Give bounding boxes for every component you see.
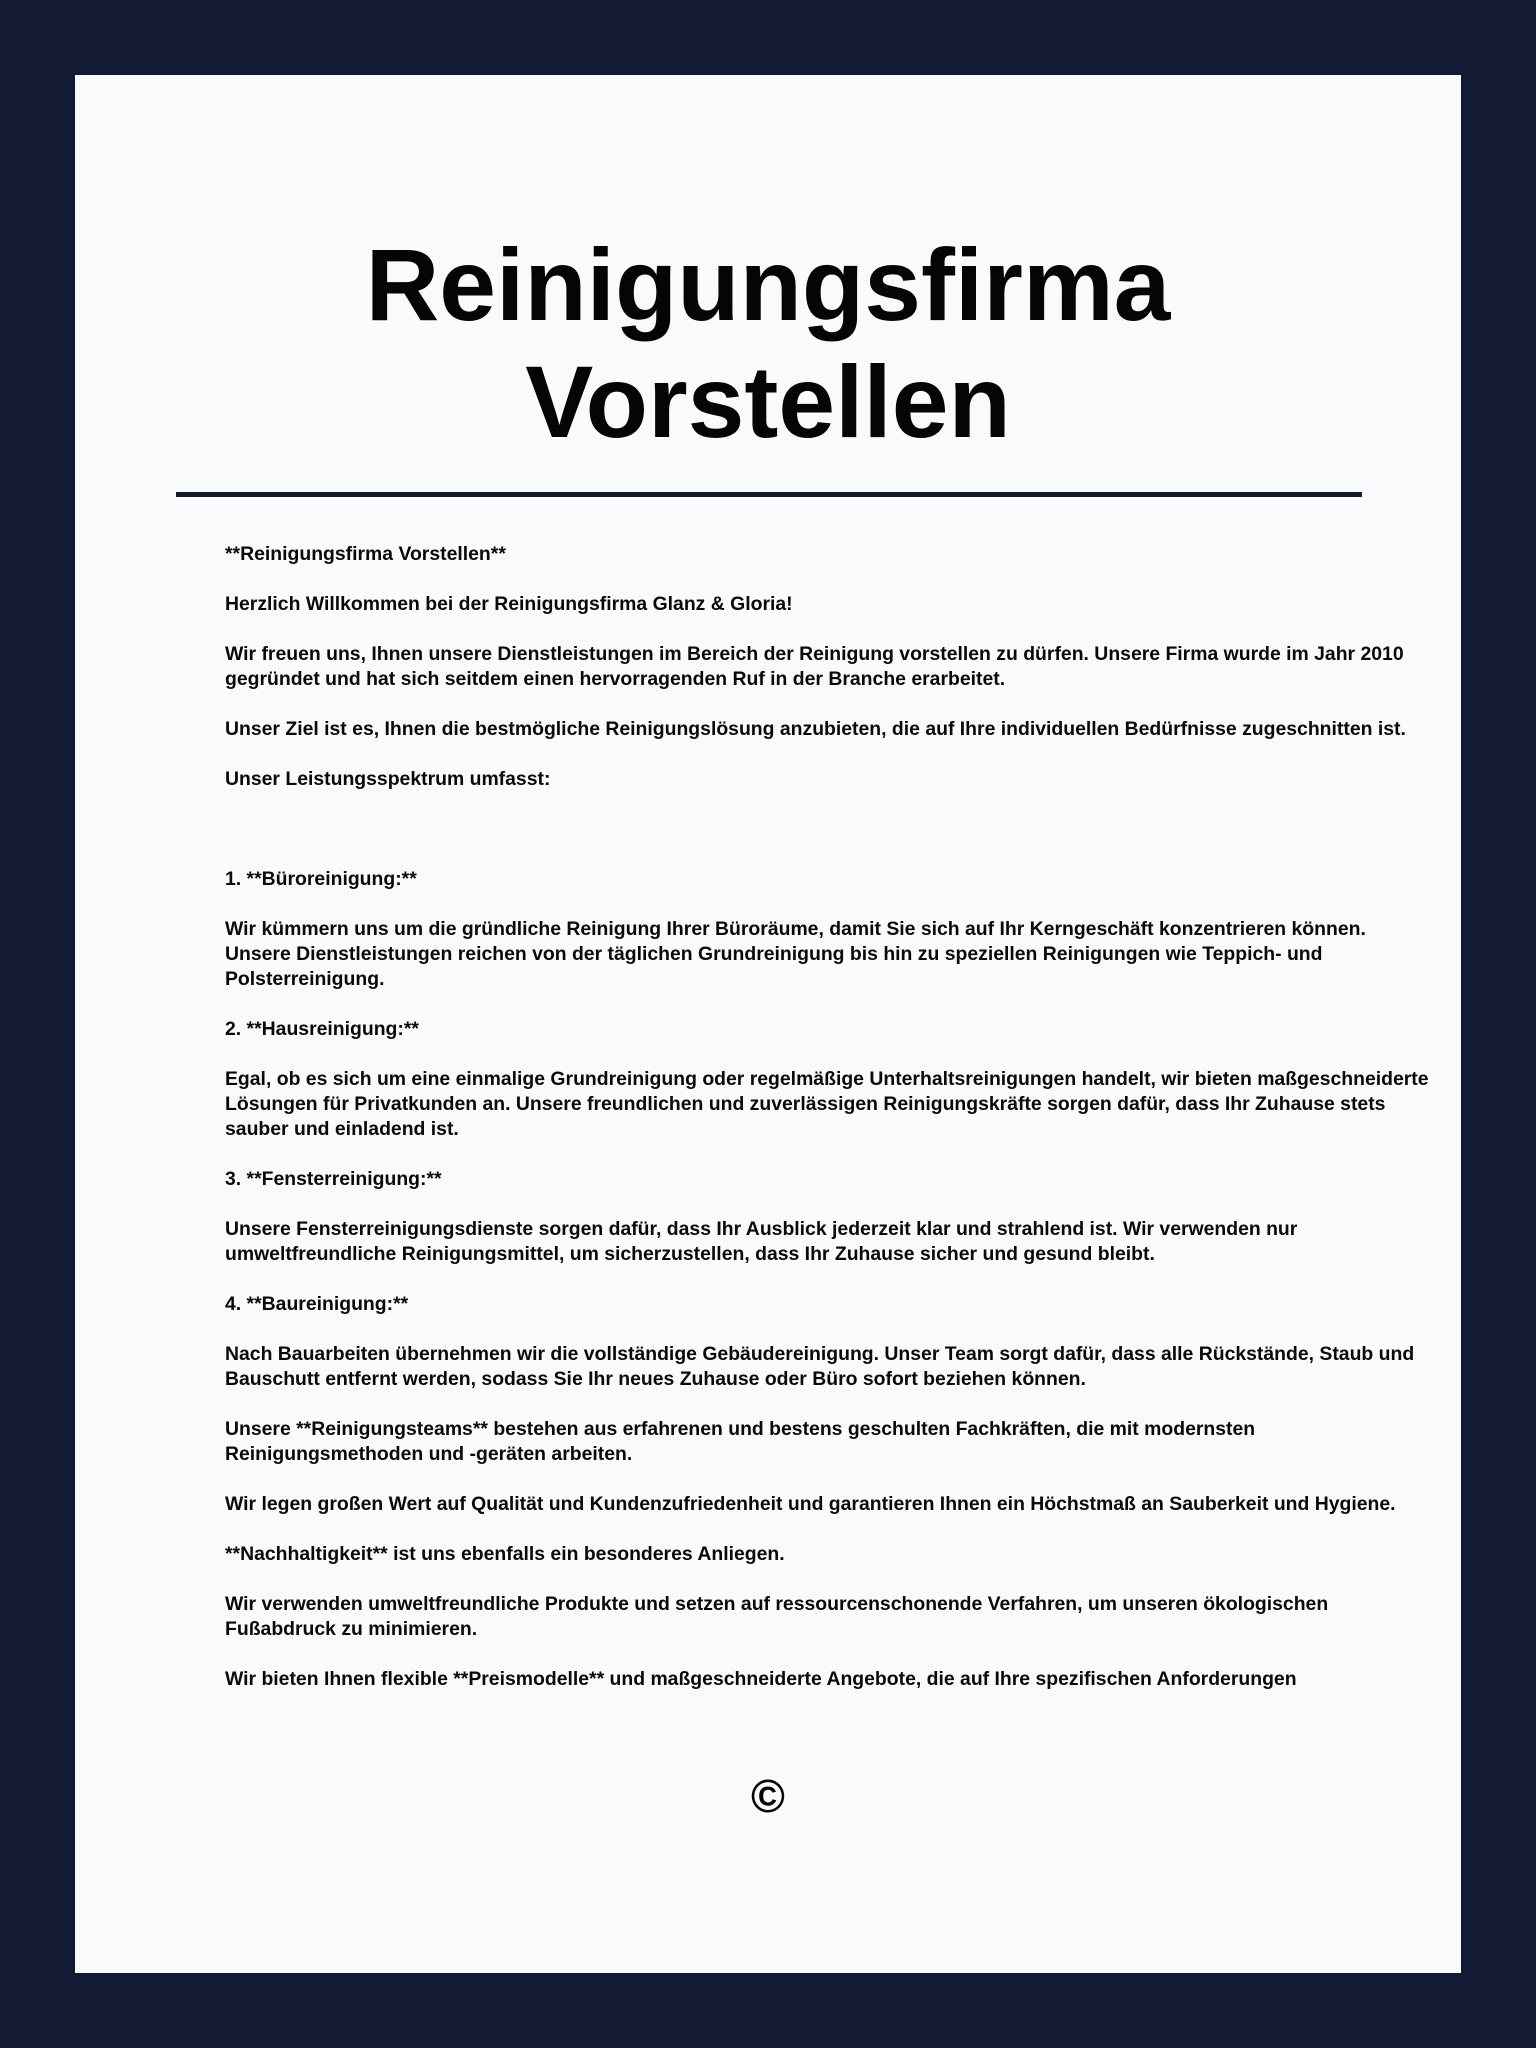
title-line-1: Reinigungsfirma	[365, 228, 1171, 342]
document-body: **Reinigungsfirma Vorstellen** Herzlich Willkommen bei der Reinigungsfirma Glanz & Gloria! Wir freuen uns, Ihnen unsere Dienstleistungen im Bereich der Reinigung vorstellen zu dürfen. Unsere Firma wurde im Jahr 2010 gegründet und hat sich seitdem einen hervorragenden Ruf in der Branche erarbeitet. Unser Ziel ist es, Ihnen die bestmögliche Reinigungslösung anzubieten, die auf Ihre individuellen Bedürfnisse zugeschnitten ist. Unser Leistungsspektrum umfasst: 1. **Büroreinigung:** Wir kümmern uns um die gründliche Reinigung Ihrer Büroräume, damit Sie sich auf Ihr Kerngeschäft konzentrieren können. Unsere Dienstleistungen reichen von der täglichen Grundreinigung bis hin zu speziellen Reinigungen wie Teppich- und Polsterreinigung. 2. **Hausreinigung:** Egal, ob es sich um eine einmalige Grundreinigung oder regelmäßige Unterhaltsreinigungen handelt, wir bieten maßgeschneiderte Lösungen für Privatkunden an. Unsere freundlichen und zuverlässigen Reinigungskräfte sorgen dafür, dass Ihr Zuhause stets sauber und einladend ist. 3. **Fensterreinigung:** Unsere Fensterreinigungsdienste sorgen dafür, dass Ihr Ausblick jederzeit klar und strahlend ist. Wir verwenden nur umweltfreundliche Reinigungsmittel, um sicherzustellen, dass Ihr Zuhause sicher und gesund bleibt. 4. **Baureinigung:** Nach Bauarbeiten übernehmen wir die vollständige Gebäudereinigung. Unser Team sorgt dafür, dass alle Rückstände, Staub und Bauschutt entfernt werden, sodass Sie Ihr neues Zuhause oder Büro sofort beziehen können. Unsere **Reinigungsteams** bestehen aus erfahrenen und bestens geschulten Fachkräften, die mit modernsten Reinigungsmethoden und -geräten arbeiten. Wir legen großen Wert auf Qualität und Kundenzufriedenheit und garantieren Ihnen ein Höchstmaß an Sauberkeit und Hygiene. **Nachhaltigkeit** ist uns ebenfalls ein besonderes Anliegen. Wir verwenden umweltfreundliche Produkte und setzen auf ressourcenschonende Verfahren, um unseren ökologischen Fußabdruck zu minimieren. Wir bieten Ihnen flexible **Preismodelle** und maßgeschneiderte Angebote, die auf Ihre spezifischen Anforderungen	[225, 543, 1429, 1690]
document-page	[75, 75, 1461, 1973]
copyright-icon: ©	[751, 1770, 785, 1822]
title-line-2: Vorstellen	[525, 345, 1011, 459]
title-divider	[176, 492, 1362, 497]
document-title	[75, 227, 1461, 461]
